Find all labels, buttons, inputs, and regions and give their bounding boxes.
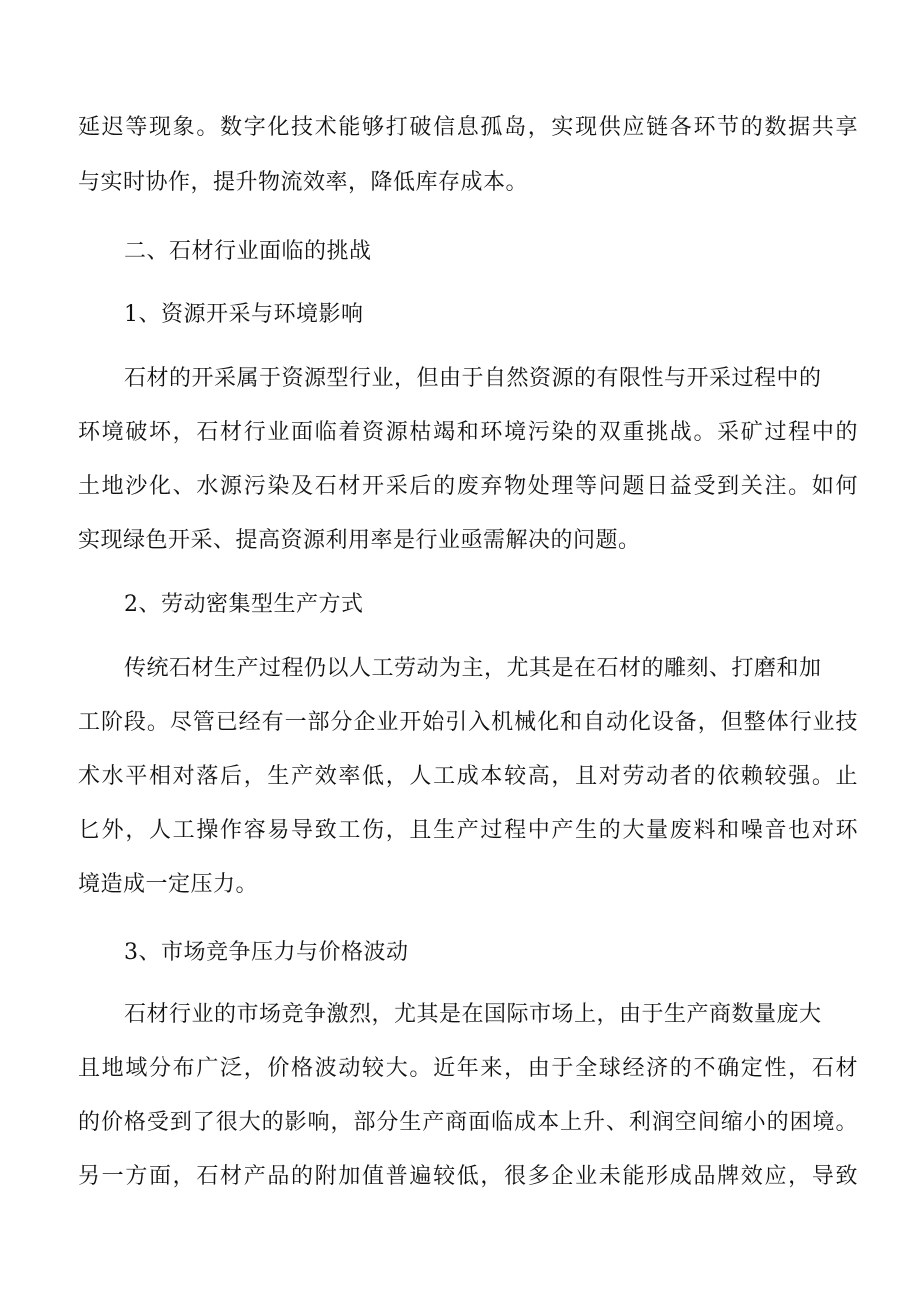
paragraph-line: 环境破坏，石材行业面临着资源枯竭和环境污染的双重挑战。采矿过程中的 xyxy=(78,420,858,445)
paragraph-line: 术水平相对落后，生产效率低，人工成本较高，且对劳动者的依赖较强。止 xyxy=(78,764,858,789)
subsection-title-1: 1、资源开采与环境影响 xyxy=(124,302,364,327)
paragraph-line: 石材的开采属于资源型行业，但由于自然资源的有限性与开采过程中的 xyxy=(124,366,822,391)
paragraph-line: 的价格受到了很大的影响，部分生产商面临成本上升、利润空间缩小的困境。 xyxy=(78,1110,858,1135)
paragraph-line: 石材行业的市场竞争激烈，尤其是在国际市场上，由于生产商数量庞大 xyxy=(124,1002,822,1027)
paragraph-line: 土地沙化、水源污染及石材开采后的废弃物处理等问题日益受到关注。如何 xyxy=(78,474,858,499)
paragraph-line: 传统石材生产过程仍以人工劳动为主，尤其是在石材的雕刻、打磨和加 xyxy=(124,656,822,681)
subsection-title-3: 3、市场竞争压力与价格波动 xyxy=(124,940,409,965)
paragraph-line: 境造成一定压力。 xyxy=(78,872,259,897)
paragraph-line: 且地域分布广泛，价格波动较大。近年来，由于全球经济的不确定性，石材 xyxy=(78,1056,858,1081)
paragraph-line: 工阶段。尽管已经有一部分企业开始引入机械化和自动化设备，但整体行业技 xyxy=(78,710,858,735)
paragraph-line: 与实时协作，提升物流效率，降低库存成本。 xyxy=(78,170,529,195)
section-title: 二、石材行业面临的挑战 xyxy=(124,239,372,264)
subsection-title-2: 2、劳动密集型生产方式 xyxy=(124,592,364,617)
paragraph-line: 延迟等现象。数字化技术能够打破信息孤岛，实现供应链各环节的数据共享 xyxy=(78,115,858,140)
paragraph-line: 另一方面，石材产品的附加值普遍较低，很多企业未能形成品牌效应，导致 xyxy=(78,1164,858,1189)
paragraph-line: 实现绿色开采、提高资源利用率是行业亟需解决的问题。 xyxy=(78,528,641,553)
paragraph-line: 匕外，人工操作容易导致工伤，且生产过程中产生的大量废料和噪音也对环 xyxy=(78,818,858,843)
